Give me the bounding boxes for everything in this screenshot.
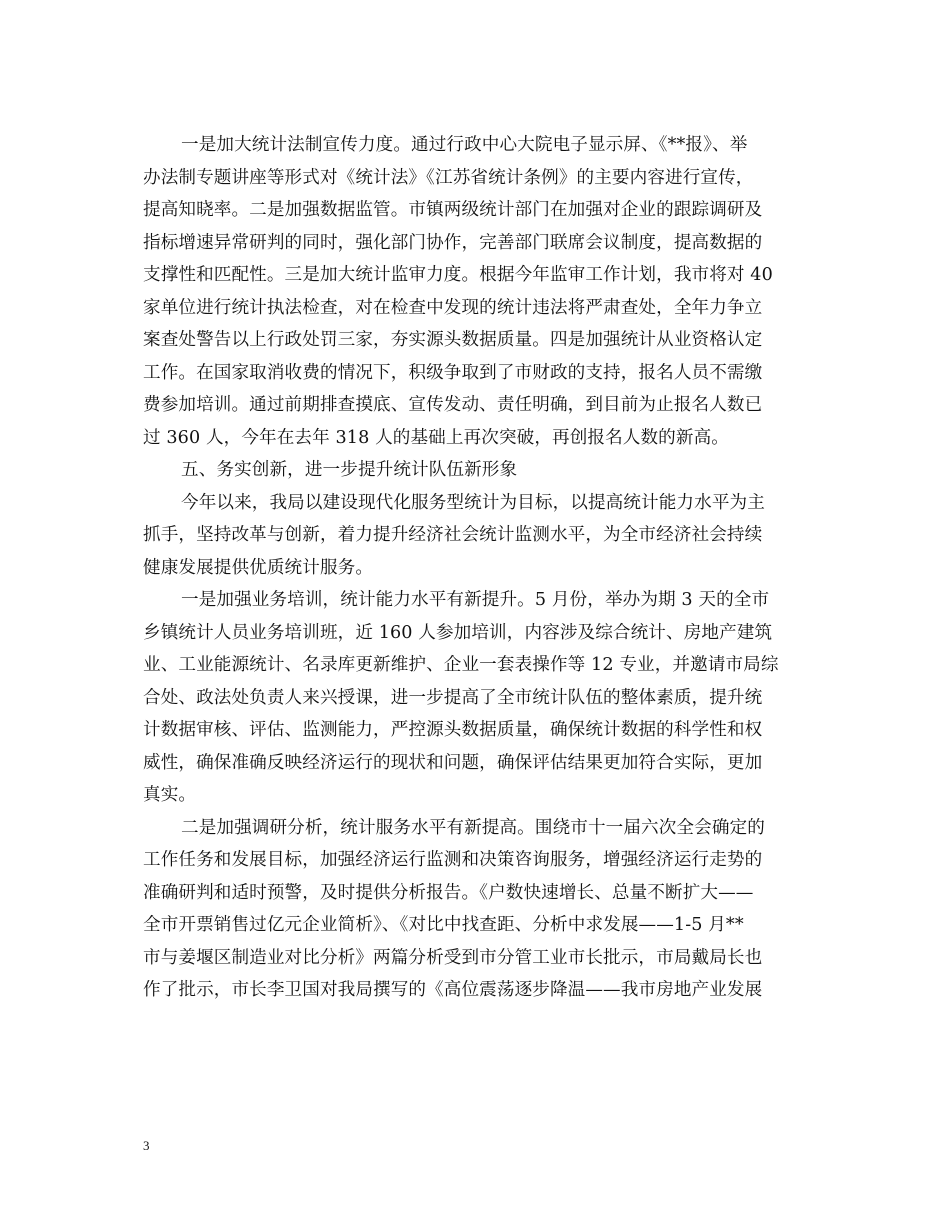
text-line: 真实。 — [143, 785, 197, 805]
text-line: 计数据审核、评估、监测能力，严控源头数据质量，确保统计数据的科学性和权 — [143, 720, 763, 740]
section-heading: 五、务实创新，进一步提升统计队伍新形象 — [181, 460, 518, 480]
text-line: 业、工业能源统计、名录库更新维护、企业一套表操作等 12 专业，并邀请市局综 — [143, 655, 779, 675]
text-line: 提高知晓率。二是加强数据监管。市镇两级统计部门在加强对企业的跟踪调研及 — [143, 200, 763, 220]
text-line: 家单位进行统计执法检查，对在检查中发现的统计违法将严肃查处，全年力争立 — [143, 297, 763, 318]
text-line: 工作。在国家取消收费的情况下，积级争取到了市财政的支持，报名人员不需缴 — [143, 362, 763, 383]
text-line: 案查处警告以上行政处罚三家，夯实源头数据质量。四是加强统计从业资格认定 — [143, 330, 763, 350]
text-line: 一是加大统计法制宣传力度。通过行政中心大院电子显示屏、《**报》、举 — [181, 135, 748, 155]
text-line: 办法制专题讲座等形式对《统计法》《江苏省统计条例》的主要内容进行宣传， — [143, 167, 754, 188]
text-line: 一是加强业务培训，统计能力水平有新提升。5 月份，举办为期 3 天的全市 — [181, 590, 770, 610]
text-line: 费参加培训。通过前期排查摸底、宣传发动、责任明确，到目前为止报名人数已 — [143, 395, 763, 415]
text-line: 工作任务和发展目标，加强经济运行监测和决策咨询服务，增强经济运行走势的 — [143, 850, 763, 870]
text-line: 健康发展提供优质统计服务。 — [143, 557, 374, 578]
text-line: 准确研判和适时预警，及时提供分析报告。《户数快速增长、总量不断扩大—— — [143, 882, 754, 903]
text-line: 今年以来，我局以建设现代化服务型统计为目标，以提高统计能力水平为主 — [181, 492, 765, 513]
text-line: 抓手，坚持改革与创新，着力提升经济社会统计监测水平，为全市经济社会持续 — [143, 525, 763, 545]
text-line: 市与姜堰区制造业对比分析》两篇分析受到市分管工业市长批示，市局戴局长也 — [143, 947, 763, 968]
text-line: 二是加强调研分析，统计服务水平有新提高。围绕市十一届六次全会确定的 — [181, 817, 765, 838]
text-line: 过 360 人，今年在去年 318 人的基础上再次突破，再创报名人数的新高。 — [143, 427, 729, 448]
page-number: 3 — [143, 1138, 150, 1153]
text-line: 作了批示，市长李卫国对我局撰写的《高位震荡逐步降温——我市房地产业发展 — [143, 980, 763, 1000]
text-line: 支撑性和匹配性。三是加大统计监审力度。根据今年监审工作计划，我市将对 40 — [143, 265, 773, 285]
text-line: 乡镇统计人员业务培训班，近 160 人参加培训，内容涉及综合统计、房地产建筑 — [143, 622, 773, 643]
text-line: 威性，确保准确反映经济运行的现状和问题，确保评估结果更加符合实际，更加 — [143, 752, 763, 773]
text-line: 全市开票销售过亿元企业简析》、《对比中找查距、分析中求发展——1-5 月** — [143, 915, 744, 935]
document-body — [143, 129, 803, 1007]
text-line: 合处、政法处负责人来兴授课，进一步提高了全市统计队伍的整体素质，提升统 — [143, 687, 763, 708]
text-line: 指标增速异常研判的同时，强化部门协作，完善部门联席会议制度，提高数据的 — [143, 232, 763, 253]
